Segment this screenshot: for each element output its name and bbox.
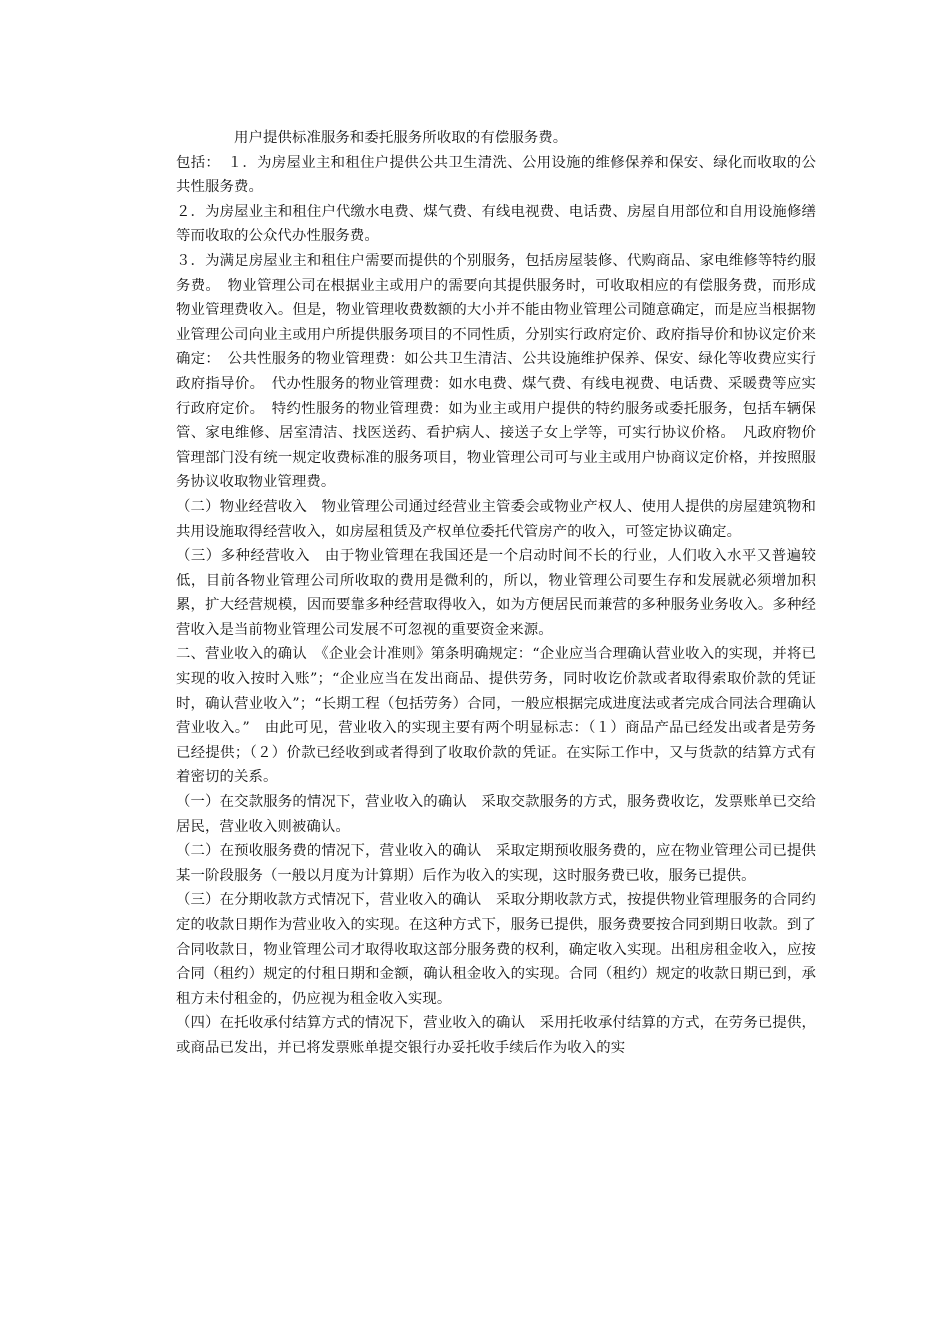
paragraph-intro: 用户提供标准服务和委托服务所收取的有偿服务费。 — [234, 130, 568, 146]
paragraph-prepaid-service: （二）在预收服务费的情况下，营业收入的确认 采取定期预收服务费的，应在物业管理公司已提供某一阶段服务（一般以月度为计算期）后作为收入的实现，这时服务费已收，服务已提供。 — [176, 843, 816, 884]
paragraph-item-2: ２．为房屋业主和租住户代缴水电费、煤气费、有线电视费、电话费、房屋自用部位和自用设施修缮等而收取的公众代办性服务费。 — [176, 203, 816, 245]
paragraph-collection-acceptance: （四）在托收承付结算方式的情况下，营业收入的确认 采用托收承付结算的方式，在劳务已提供，或商品已发出，并已将发票账单提交银行办妥托收手续后作为收入的实 — [176, 1015, 816, 1056]
paragraph-item-3: ３．为满足房屋业主和租住户需要而提供的个别服务，包括房屋装修、代购商品、家电维修等特约服务费。 物业管理公司在根据业主或用户的需要向其提供服务时，可收取相应的有偿服务费，而形成物业管理费收入。但是，物业管理收费数额的大小并不能由物业管理公司随意确定，而是应当根据物业管理公司向业主或用户所提供服务项目的不同性质，分别实行政府定价、政府指导价和协议定价来确定： 公共性服务的物业管理费：如公共卫生清洁、公共设施维护保养、保安、绿化等收费应实行政府指导价。 代办性服务的物业管理费：如水电费、煤气费、有线电视费、电话费、采暖费等应实行政府定价。 特约性服务的物业管理费：如为业主或用户提供的特约服务或委托服务，包括车辆保管、家电维修、居室清洁、找医送药、看护病人、接送子女上学等，可实行协议价格。 凡政府物价管理部门没有统一规定收费标准的服务项目，物业管理公司可与业主或用户协商议定价格，并按照服务协议收取物业管理费。 — [176, 252, 816, 491]
paragraph-cash-service: （一）在交款服务的情况下，营业收入的确认 采取交款服务的方式，服务费收讫，发票账单已交给居民，营业收入则被确认。 — [176, 794, 816, 835]
paragraph-diversified-income: （三）多种经营收入 由于物业管理在我国还是一个启动时间不长的行业，人们收入水平又普遍较低，目前各物业管理公司所收取的费用是微利的，所以，物业管理公司要生存和发展就必须增加积累，扩大经营规模，因而要靠多种经营取得收入，如为方便居民而兼营的多种服务业务收入。多种经营收入是当前物业管理公司发展不可忽视的重要资金来源。 — [176, 548, 816, 638]
document-body — [176, 126, 816, 1061]
paragraph-item-1: 包括： １．为房屋业主和租住户提供公共卫生清洗、公用设施的维修保养和保安、绿化而收取的公共性服务费。 — [176, 154, 816, 196]
paragraph-property-operating-income: （二）物业经营收入 物业管理公司通过经营业主管委会或物业产权人、使用人提供的房屋建筑物和共用设施取得经营收入，如房屋租赁及产权单位委托代管房产的收入，可签定协议确定。 — [176, 498, 816, 540]
paragraph-revenue-recognition: 二、营业收入的确认 《企业会计准则》第条明确规定：“企业应当合理确认营业收入的实现，并将已实现的收入按时入账”；“企业应当在发出商品、提供劳务，同时收讫价款或者取得索取价款的凭证时，确认营业收入”；“长期工程（包括劳务）合同，一般应根据完成进度法或者完成合同法合理确认营业收入。” 由此可见，营业收入的实现主要有两个明显标志：（１）商品产品已经发出或者是劳务已经提供；（２）价款已经收到或者得到了收取价款的凭证。在实际工作中，又与货款的结算方式有着密切的关系。 — [176, 646, 816, 786]
paragraph-installment: （三）在分期收款方式情况下，营业收入的确认 采取分期收款方式，按提供物业管理服务的合同约定的收款日期作为营业收入的实现。在这种方式下，服务已提供，服务费要按合同到期日收款。到了合同收款日，物业管理公司才取得收取这部分服务费的权利，确定收入实现。出租房租金收入，应按合同（租约）规定的付租日期和金额，确认租金收入的实现。合同（租约）规定的收款日期已到，承租方未付租金的，仍应视为租金收入实现。 — [176, 892, 816, 1007]
